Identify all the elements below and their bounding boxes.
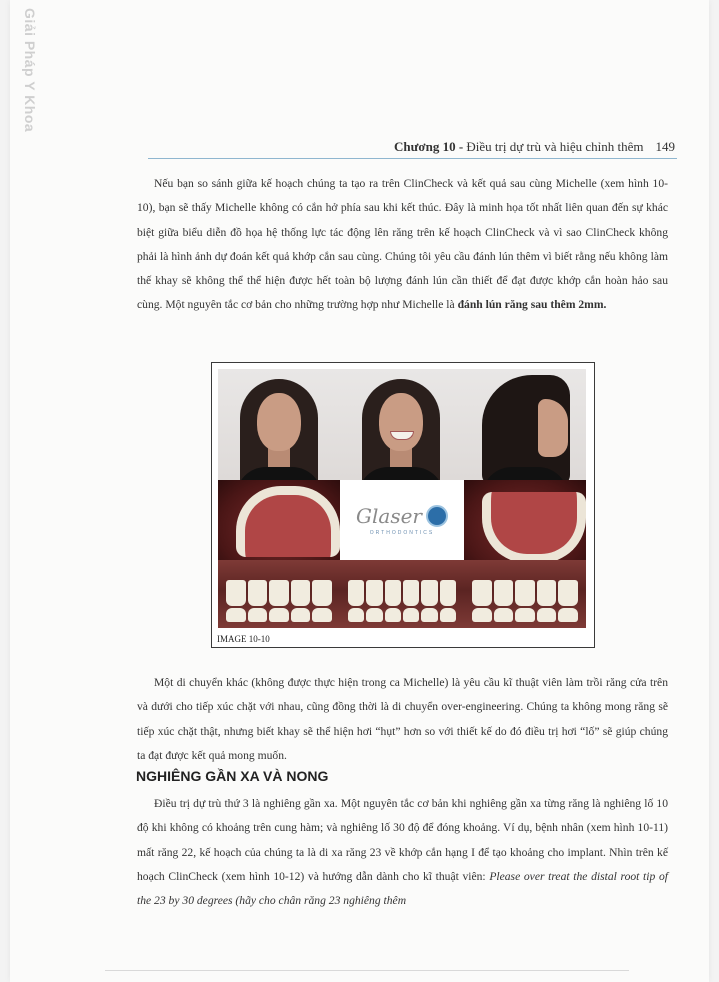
paragraph-2-text: Một di chuyển khác (không được thực hiện trong ca Michelle) là yêu cầu kĩ thuật viên làm trồi răng cửa trên và dưới cho tiếp xúc chặt với nhau, cũng đồng thời là di chuyển over-engineering. Chúng ta không mong răng sẽ tiếp xúc chặt thật, nhưng biết khay sẽ thể hiện hơi “hụt” hơn so với thiết kế do đó điều trị hơi “lố” sẽ giúp chúng ta đạt được kết quả mong muốn. bbox=[137, 676, 668, 762]
paragraph-1 bbox=[137, 172, 668, 318]
logo-icon bbox=[426, 505, 448, 527]
running-head bbox=[148, 139, 675, 155]
footer-rule bbox=[105, 970, 629, 971]
photo-right-buccal bbox=[218, 560, 340, 628]
photo-left-buccal bbox=[464, 560, 586, 628]
logo-wordmark: Glaser bbox=[356, 504, 422, 528]
figure-caption: IMAGE 10-10 bbox=[217, 634, 270, 644]
logo-subtext: ORTHODONTICS bbox=[369, 530, 435, 536]
figure-image-10-10 bbox=[211, 362, 595, 648]
paragraph-2 bbox=[137, 671, 668, 768]
paragraph-3-italic: Please over treat the distal root tip of the 23 by 30 degrees (hãy cho chân răng 23 nghiêng thêm bbox=[137, 869, 668, 908]
header-rule bbox=[148, 158, 677, 159]
watermark: Giải Pháp Y Khoa bbox=[22, 8, 38, 133]
clinic-logo bbox=[340, 480, 464, 560]
chapter-label: Chương 10 - bbox=[393, 139, 464, 154]
photo-anterior bbox=[340, 560, 464, 628]
paragraph-1-bold: đánh lún răng sau thêm 2mm. bbox=[457, 298, 607, 312]
photo-profile bbox=[464, 369, 586, 480]
chapter-title: Điều trị dự trù và hiệu chỉnh thêm bbox=[463, 139, 644, 154]
photo-collage bbox=[218, 369, 586, 628]
paragraph-3-text: Điều trị dự trù thứ 3 là nghiêng gần xa. Một nguyên tắc cơ bản khi nghiêng gần xa từng răng là nghiêng lố 10 độ khi không có khoảng trên cung hàm; và nghiêng lố 30 độ để đóng khoảng. Ví dụ, bệnh nhân (xem hình 10-11) mất răng 22, kế hoạch của chúng ta là di xa răng 23 về khớp cắn hạng I để tạo khoảng cho implant. Nhìn trên kế hoạch ClinCheck (xem hình 10-12) và hướng dẫn dành cho kĩ thuật viên: bbox=[137, 797, 668, 883]
section-heading: NGHIÊNG GẦN XA VÀ NONG bbox=[136, 768, 329, 784]
photo-frontal-smile bbox=[340, 369, 464, 480]
paragraph-1-text: Nếu bạn so sánh giữa kế hoạch chúng ta tạo ra trên ClinCheck và kết quả sau cùng Michelle (xem hình 10-10), bạn sẽ thấy Michelle không có cắn hở phía sau khi kết thúc. Đây là minh họa tốt nhất liên quan đến sự khác biệt giữa biểu diễn đồ họa hệ thống lực tác động lên răng trên kế hoạch ClinCheck và vì sao ClinCheck không phải là hình ảnh dự đoán kết quả khớp cắn sau cùng. Chúng tôi yêu cầu đánh lún thêm vì biết rằng nếu không làm thế khay sẽ không thể thể hiện được hết toàn bộ lượng đánh lún cần thiết để đạt được khớp cắn hoàn hảo sau cùng. Một nguyên tắc cơ bản cho những trường hợp như Michelle là bbox=[137, 177, 668, 312]
paragraph-3 bbox=[137, 792, 668, 913]
photo-frontal-face bbox=[218, 369, 340, 480]
photo-lower-occlusal bbox=[464, 480, 586, 560]
photo-upper-occlusal bbox=[218, 480, 340, 560]
page-number: 149 bbox=[655, 139, 675, 154]
